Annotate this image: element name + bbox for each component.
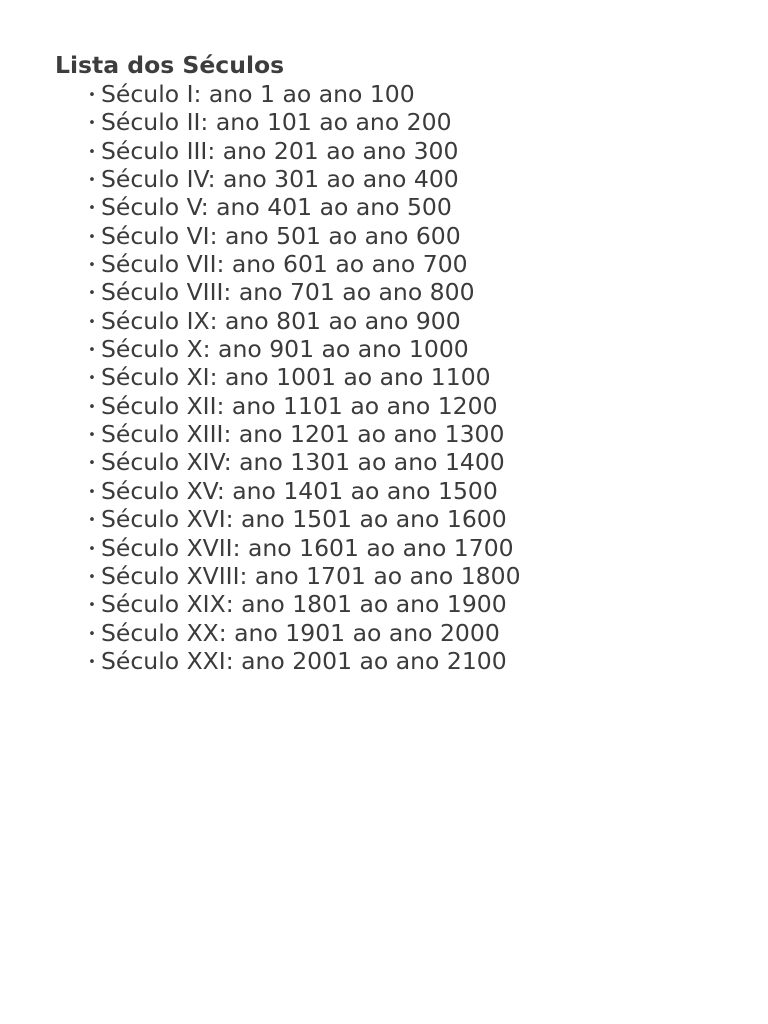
list-item — [55, 448, 748, 476]
bullet-icon: • — [88, 513, 96, 529]
bullet-icon: • — [88, 286, 96, 302]
list-item-text: Século XIX: ano 1801 ao ano 1900 — [101, 590, 507, 619]
bullet-icon: • — [88, 428, 96, 444]
list-item-text: Século XVIII: ano 1701 ao ano 1800 — [101, 561, 521, 590]
list-item-text: Século XV: ano 1401 ao ano 1500 — [101, 476, 498, 505]
list-item-text: Século XII: ano 1101 ao ano 1200 — [101, 391, 498, 420]
bullet-icon: • — [88, 144, 96, 160]
list-item — [55, 590, 748, 618]
list-item-text: Século VI: ano 501 ao ano 600 — [101, 221, 461, 250]
bullet-icon: • — [88, 626, 96, 642]
list-item-text: Século XVI: ano 1501 ao ano 1600 — [101, 505, 507, 534]
bullet-icon: • — [88, 343, 96, 359]
document — [55, 51, 748, 675]
list-item — [55, 137, 748, 165]
list-item-text: Século III: ano 201 ao ano 300 — [101, 136, 459, 165]
bullet-icon: • — [88, 456, 96, 472]
list-item-text: Século XI: ano 1001 ao ano 1100 — [101, 363, 491, 392]
list-item — [55, 250, 748, 278]
list-item — [55, 392, 748, 420]
list-item-text: Século V: ano 401 ao ano 500 — [101, 193, 452, 222]
bullet-icon: • — [88, 484, 96, 500]
bullet-icon: • — [88, 569, 96, 585]
bullet-icon: • — [88, 654, 96, 670]
list-item — [55, 165, 748, 193]
bullet-icon: • — [88, 201, 96, 217]
list-item-text: Século XXI: ano 2001 ao ano 2100 — [101, 646, 507, 675]
list-item — [55, 619, 748, 647]
bullet-icon: • — [88, 229, 96, 245]
century-list — [55, 80, 748, 675]
bullet-icon: • — [88, 541, 96, 557]
bullet-icon: • — [88, 314, 96, 330]
list-item — [55, 477, 748, 505]
list-item — [55, 278, 748, 306]
list-item-text: Século IX: ano 801 ao ano 900 — [101, 306, 461, 335]
bullet-icon: • — [88, 116, 96, 132]
list-item — [55, 80, 748, 108]
bullet-icon: • — [88, 598, 96, 614]
list-item — [55, 505, 748, 533]
list-item — [55, 222, 748, 250]
bullet-icon: • — [88, 371, 96, 387]
list-item-text: Século II: ano 101 ao ano 200 — [101, 108, 452, 137]
list-item — [55, 534, 748, 562]
list-item-text: Século XVII: ano 1601 ao ano 1700 — [101, 533, 514, 562]
page-title: Lista dos Séculos — [55, 51, 285, 79]
list-item — [55, 363, 748, 391]
bullet-icon: • — [88, 88, 96, 103]
bullet-icon: • — [88, 399, 96, 415]
list-item — [55, 420, 748, 448]
list-item-text: Século XX: ano 1901 ao ano 2000 — [101, 618, 500, 647]
list-item-text: Século XIV: ano 1301 ao ano 1400 — [101, 448, 505, 477]
list-item — [55, 335, 748, 363]
bullet-icon: • — [88, 173, 96, 189]
list-item — [55, 193, 748, 221]
list-item — [55, 307, 748, 335]
list-item — [55, 108, 748, 136]
list-item — [55, 647, 748, 675]
list-item — [55, 562, 748, 590]
list-item-text: Século XIII: ano 1201 ao ano 1300 — [101, 420, 505, 449]
list-item-text: Século VII: ano 601 ao ano 700 — [101, 250, 468, 279]
list-item-text: Século I: ano 1 ao ano 100 — [101, 80, 415, 108]
bullet-icon: • — [88, 258, 96, 274]
list-item-text: Século IV: ano 301 ao ano 400 — [101, 165, 459, 194]
list-item-text: Século X: ano 901 ao ano 1000 — [101, 335, 469, 364]
list-item-text: Século VIII: ano 701 ao ano 800 — [101, 278, 475, 307]
